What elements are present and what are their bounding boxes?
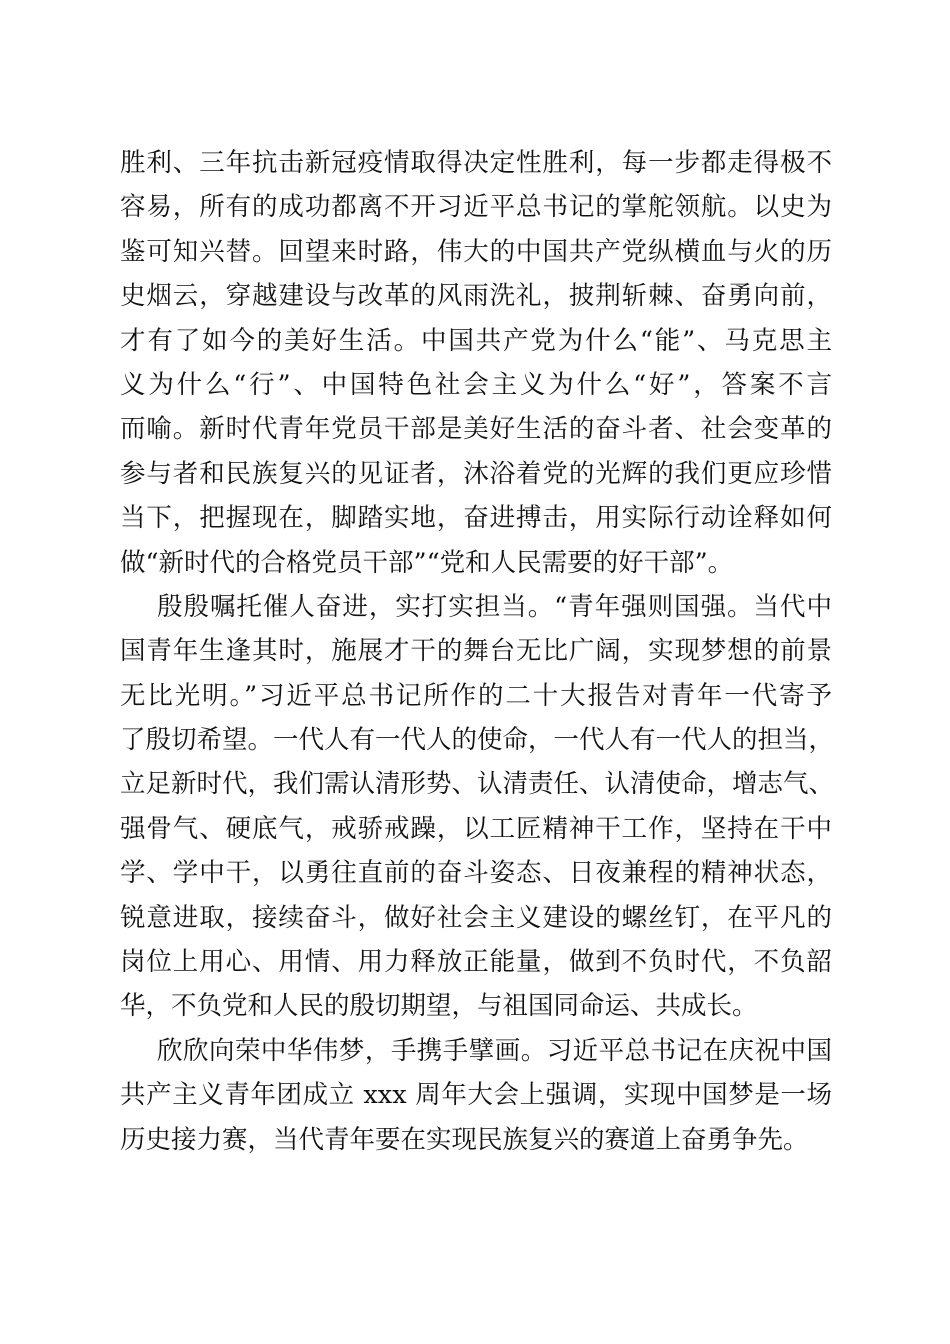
paragraph	[120, 585, 835, 1029]
paragraph	[120, 1029, 832, 1162]
paragraph	[120, 141, 832, 585]
text-line: 华，不负党和人民的殷切期望，与祖国同命运、共成长。	[120, 991, 758, 1022]
text-line: 历史接力赛，当代青年要在实现民族复兴的赛道上奋勇争先。	[120, 1124, 809, 1155]
text-line: 了殷切希望。一代人有一代人的使命，一代人有一代人的担当，	[120, 725, 835, 756]
text-line: 殷殷嘱托催人奋进，实打实担当。“青年强则国强。当代中	[157, 591, 832, 622]
text-line: 容易，所有的成功都离不开习近平总书记的掌舵领航。以史为	[120, 192, 832, 223]
text-line: 当下，把握现在，脚踏实地，奋进搏击，用实际行动诠释如何	[120, 503, 832, 534]
text-line: 史烟云，穿越建设与改革的风雨洗礼，披荆斩棘、奋勇向前，	[120, 281, 832, 312]
text-line: 共产主义青年团成立 xxx 周年大会上强调，实现中国梦是一场	[120, 1080, 832, 1111]
text-line: 强骨气、硬底气，戒骄戒躁，以工匠精神干工作，坚持在干中	[120, 813, 832, 844]
text-line: 胜利、三年抗击新冠疫情取得决定性胜利，每一步都走得极不	[120, 148, 832, 178]
text-line: 而喻。新时代青年党员干部是美好生活的奋斗者、社会变革的	[120, 414, 832, 445]
text-line: 才有了如今的美好生活。中国共产党为什么“能”、马克思主	[120, 325, 832, 356]
text-line: 无比光明。”习近平总书记所作的二十大报告对青年一代寄予	[120, 680, 832, 711]
text-line: 鉴可知兴替。回望来时路，伟大的中国共产党纵横血与火的历	[120, 236, 832, 267]
text-line: 国青年生逢其时，施展才干的舞台无比广阔，实现梦想的前景	[120, 636, 832, 667]
text-line: 立足新时代，我们需认清形势、认清责任、认清使命，增志气、	[120, 769, 835, 800]
text-line: 做“新时代的合格党员干部”“党和人民需要的好干部”。	[120, 547, 734, 578]
text-line: 义为什么“行”、中国特色社会主义为什么“好”，答案不言	[120, 369, 832, 400]
text-line: 岗位上用心、用情、用力释放正能量，做到不负时代，不负韶	[120, 947, 832, 978]
text-line: 参与者和民族复兴的见证者，沐浴着党的光辉的我们更应珍惜	[120, 458, 832, 489]
text-line: 学、学中干，以勇往直前的奋斗姿态、日夜兼程的精神状态，	[120, 858, 832, 889]
document-body	[120, 141, 835, 1162]
text-line: 欣欣向荣中华伟梦，手携手擘画。习近平总书记在庆祝中国	[157, 1035, 832, 1066]
text-line: 锐意进取，接续奋斗，做好社会主义建设的螺丝钉，在平凡的	[120, 902, 832, 933]
